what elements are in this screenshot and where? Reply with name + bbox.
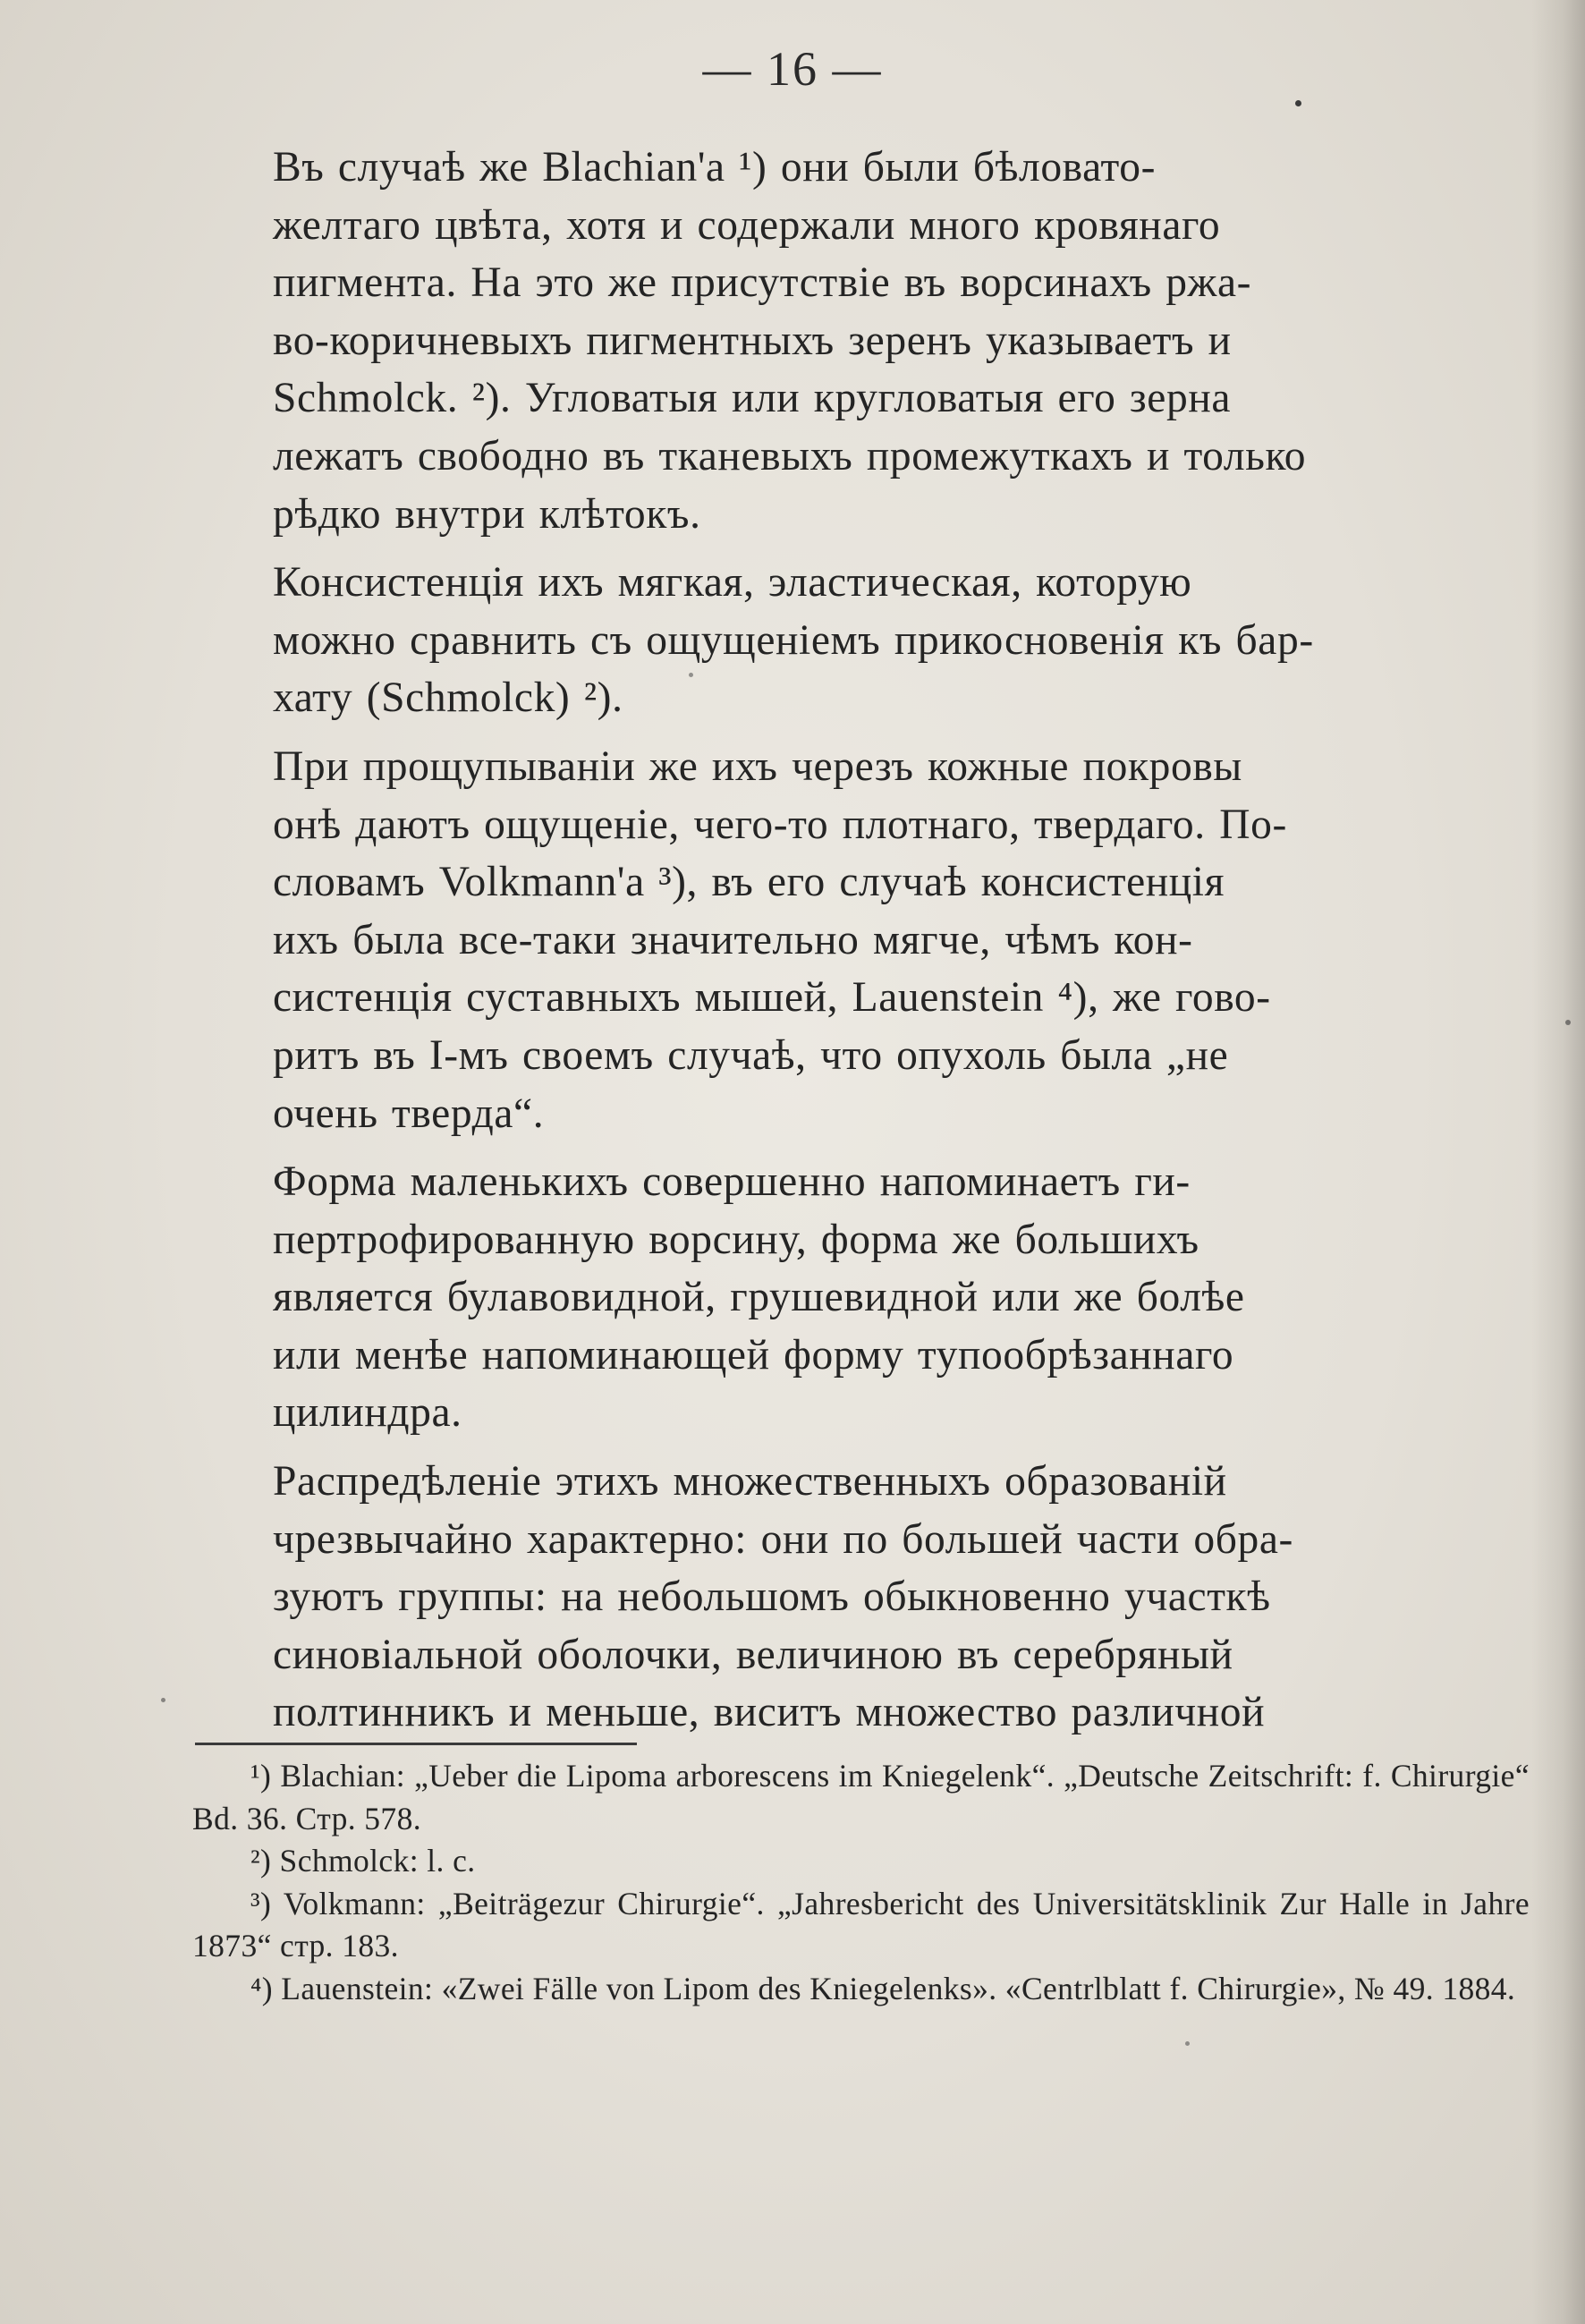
text-line: Въ случаѣ же Blachian'а ¹) они были бѣловато- xyxy=(273,144,1157,191)
footnote xyxy=(192,1968,1530,2011)
paragraph xyxy=(192,738,1525,1142)
text-line: онѣ даютъ ощущеніе, чего-то плотнаго, твердаго. По- xyxy=(273,801,1287,848)
footnote-text: Volkmann: „Beiträgezur Chirurgie“. „Jahresbericht des Universitätsklinik Zur Halle in Jahre 1873“ стр. 183. xyxy=(192,1885,1530,1964)
text-line: во-коричневыхъ пигментныхъ зеренъ указываетъ и xyxy=(273,317,1232,364)
text-line: желтаго цвѣта, хотя и содержали много кровянаго xyxy=(273,201,1221,249)
text-line: очень тверда“. xyxy=(273,1090,545,1137)
footnote-mark: ³) xyxy=(250,1885,272,1921)
text-line: словамъ Volkmann'а ³), въ его случаѣ консистенція xyxy=(273,859,1225,906)
footnotes xyxy=(192,1755,1530,2010)
text-line: можно сравнить съ ощущеніемъ прикосновенія къ бар- xyxy=(273,616,1314,664)
footnote xyxy=(192,1840,1530,1883)
footnote-mark: ¹) xyxy=(250,1758,272,1794)
footnote-text: Lauenstein: «Zwei Fälle von Lipom des Kniegelenks». «Centrlblatt f. Chirurgie», № 49. 1884. xyxy=(281,1970,1516,2006)
text-line: цилиндра. xyxy=(273,1389,462,1437)
text-line: ритъ въ I-мъ своемъ случаѣ, что опухоль была „не xyxy=(273,1031,1229,1079)
paragraph xyxy=(192,1453,1525,1742)
ink-speck xyxy=(1295,100,1301,106)
text-line: Schmolck. ²). Угловатыя или кругловатыя его зерна xyxy=(273,375,1232,422)
paragraph xyxy=(192,554,1525,727)
text-line: синовіальной оболочки, величиною въ серебряный xyxy=(273,1631,1233,1678)
footnote-text: Blachian: „Ueber die Lipoma arborescens im Kniegelenk“. „Deutsche Zeitschrift: f. Chirurgie“ Bd. 36. Стр. 578. xyxy=(192,1758,1530,1836)
text-line: чрезвычайно характерно: они по большей части обра- xyxy=(273,1515,1293,1563)
text-line: полтинникъ и меньше, виситъ множество различной xyxy=(273,1689,1266,1736)
main-text xyxy=(192,139,1525,1752)
text-line: зуютъ группы: на небольшомъ обыкновенно участкѣ xyxy=(273,1573,1271,1621)
page-number: — 16 — xyxy=(702,42,883,96)
text-line: пертрофированную ворсину, форма же большихъ xyxy=(273,1216,1199,1263)
text-line: или менѣе напоминающей форму тупообрѣзаннаго xyxy=(273,1331,1234,1378)
paragraph xyxy=(192,139,1525,543)
text-line: лежатъ свободно въ тканевыхъ промежуткахъ и только xyxy=(273,432,1307,479)
footnote-mark: ²) xyxy=(250,1843,272,1879)
ink-speck xyxy=(161,1698,165,1702)
text-line: Консистенція ихъ мягкая, эластическая, которую xyxy=(273,559,1192,606)
page-edge-shadow xyxy=(1531,0,1585,2324)
footnote-text: Schmolck: l. c. xyxy=(279,1843,476,1879)
text-line: хату (Schmolck) ²). xyxy=(273,674,623,722)
text-line: систенція суставныхъ мышей, Lauenstein ⁴), же гово- xyxy=(273,974,1271,1022)
text-line: При прощупываніи же ихъ черезъ кожные покровы xyxy=(273,742,1242,790)
footnote-divider xyxy=(195,1743,637,1745)
paragraph xyxy=(192,1153,1525,1442)
ink-speck xyxy=(689,673,693,677)
footnote-mark: ⁴) xyxy=(250,1970,273,2006)
footnote xyxy=(192,1883,1530,1968)
ink-speck xyxy=(1565,1020,1571,1025)
footnote xyxy=(192,1755,1530,1840)
ink-speck xyxy=(1185,2041,1190,2046)
text-line: является булавовидной, грушевидной или же болѣе xyxy=(273,1274,1245,1321)
text-line: рѣдко внутри клѣтокъ. xyxy=(273,490,701,538)
text-line: Распредѣленіе этихъ множественныхъ образованій xyxy=(273,1458,1227,1506)
text-line: Форма маленькихъ совершенно напоминаетъ ги- xyxy=(273,1158,1191,1206)
text-line: пигмента. На это же присутствіе въ ворсинахъ ржа- xyxy=(273,259,1252,307)
text-line: ихъ была все-таки значительно мягче, чѣмъ кон- xyxy=(273,916,1193,963)
